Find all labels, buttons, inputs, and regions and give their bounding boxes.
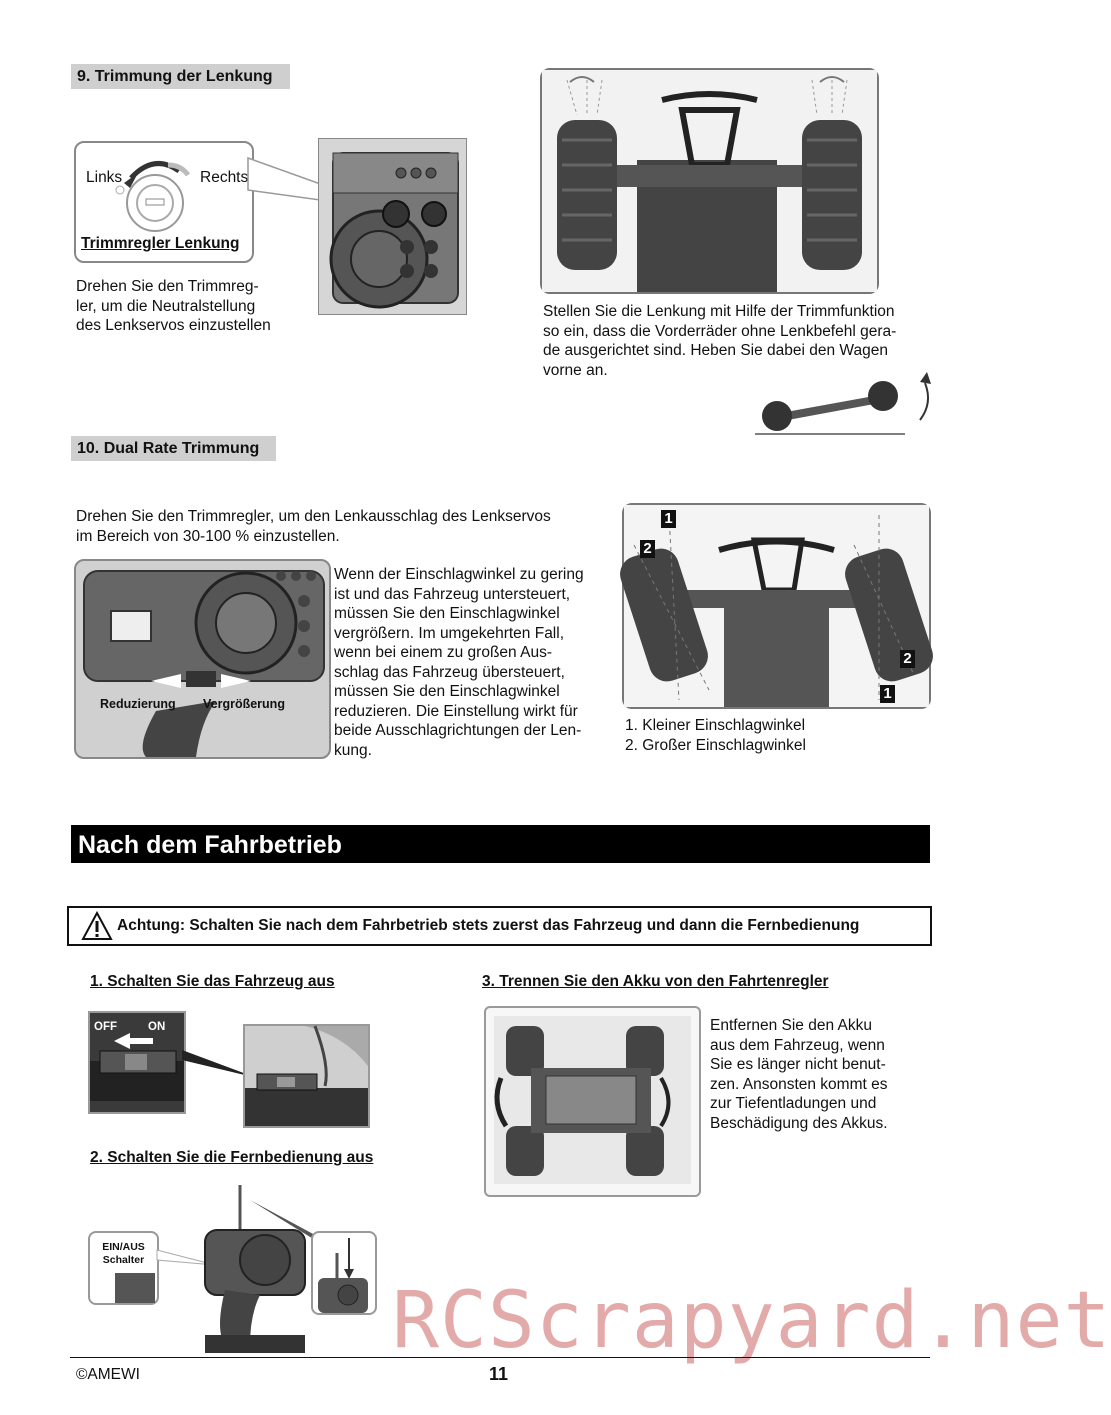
section-10-intro	[76, 507, 616, 546]
text-line: Entfernen Sie den Akku	[710, 1017, 873, 1034]
warning-icon	[81, 911, 113, 941]
text-line: ler, um die Neutralstellung	[76, 297, 256, 315]
legend-item: 1. Kleiner Einschlagwinkel	[625, 717, 806, 734]
text-line: reduzieren. Die Einstellung wirkt für	[334, 702, 578, 720]
truck-front-photo	[540, 68, 879, 294]
watermark: RCScrapyard.net	[392, 1276, 1111, 1366]
text-line: zur Tiefentladungen und	[710, 1095, 877, 1112]
text-line: Wenn der Einschlagwinkel zu gering	[334, 566, 584, 583]
text-line: schlag das Fahrzeug übersteuert,	[334, 663, 565, 681]
switch-label-2: Schalter	[102, 1254, 145, 1266]
section-10-title: 10. Dual Rate Trimmung	[71, 436, 276, 461]
battery-removal-photo	[484, 1006, 701, 1197]
text-line: des Lenkservos einzustellen	[76, 317, 271, 334]
text-line: Beschädigung des Akkus.	[710, 1114, 888, 1132]
text-line: müssen Sie den Einschlagwinkel	[334, 683, 560, 700]
footer-copyright: ©AMEWI	[76, 1366, 140, 1383]
badge-2-left: 2	[640, 540, 655, 558]
text-line: Sie es länger nicht benut-	[710, 1056, 886, 1073]
dial-caption: Trimmregler Lenkung	[81, 235, 240, 252]
reduce-label: Reduzierung	[100, 697, 176, 711]
badge-2-right: 2	[900, 650, 915, 668]
antenna-down-callout	[311, 1231, 377, 1315]
text-line: aus dem Fahrzeug, wenn	[710, 1036, 885, 1054]
dial-right-label: Rechts	[200, 169, 249, 186]
step-3-heading: 3. Trennen Sie den Akku von den Fahrtenregler	[482, 973, 829, 990]
badge-1-bottom: 1	[880, 685, 895, 703]
section-10-body	[334, 565, 624, 760]
on-label: ON	[148, 1021, 166, 1033]
transmitter-side-photo	[74, 559, 331, 759]
enlarge-label: Vergrößerung	[203, 697, 285, 711]
off-label: OFF	[94, 1021, 117, 1033]
power-switch-callout	[88, 1231, 159, 1305]
text-line: so ein, dass die Vorderräder ohne Lenkbefehl gera-	[543, 322, 897, 340]
text-line: ist und das Fahrzeug untersteuert,	[334, 585, 571, 603]
text-line: Drehen Sie den Trimmregler, um den Lenkausschlag des Lenkservos	[76, 508, 551, 525]
switch-label-1: EIN/AUS	[102, 1241, 145, 1253]
badge-1-top: 1	[661, 510, 676, 528]
car-switch-photo	[243, 1024, 370, 1128]
text-line: kung.	[334, 741, 372, 759]
warning-box	[67, 906, 932, 946]
text-line: de ausgerichtet sind. Heben Sie dabei den Wagen	[543, 342, 888, 359]
dial-left-label: Links	[86, 169, 123, 186]
section-9-title: 9. Trimmung der Lenkung	[71, 64, 290, 89]
transmitter-closeup-photo	[318, 138, 467, 315]
text-line: Drehen Sie den Trimmreg-	[76, 278, 259, 295]
text-line: Stellen Sie die Lenkung mit Hilfe der Trimmfunktion	[543, 303, 895, 320]
section-9-text	[76, 277, 306, 336]
step-1-heading: 1. Schalten Sie das Fahrzeug aus	[90, 973, 335, 990]
text-line: vorne an.	[543, 361, 608, 379]
text-line: müssen Sie den Einschlagwinkel	[334, 605, 560, 622]
page-number: 11	[489, 1364, 509, 1384]
warning-text: Achtung: Schalten Sie nach dem Fahrbetrieb stets zuerst das Fahrzeug und dann die Fernbedienung	[117, 917, 860, 934]
steering-angle-photo	[622, 503, 931, 709]
text-line: vergrößern. Im umgekehrten Fall,	[334, 624, 565, 642]
step-2-heading: 2. Schalten Sie die Fernbedienung aus	[90, 1149, 374, 1166]
text-line: im Bereich von 30-100 % einzustellen.	[76, 527, 340, 545]
text-line: zen. Ansonsten kommt es	[710, 1075, 888, 1093]
angle-legend	[625, 716, 925, 755]
after-driving-heading: Nach dem Fahrbetrieb	[71, 825, 930, 863]
trim-dial-callout	[74, 141, 254, 263]
lifted-car-illustration	[755, 368, 940, 438]
text-line: beide Ausschlagrichtungen der Len-	[334, 722, 582, 739]
text-line: wenn bei einem zu großen Aus-	[334, 644, 552, 661]
switch-photo	[88, 1011, 186, 1114]
legend-item: 2. Großer Einschlagwinkel	[625, 736, 806, 754]
step-3-text	[710, 1016, 930, 1133]
footer-rule	[70, 1357, 930, 1358]
